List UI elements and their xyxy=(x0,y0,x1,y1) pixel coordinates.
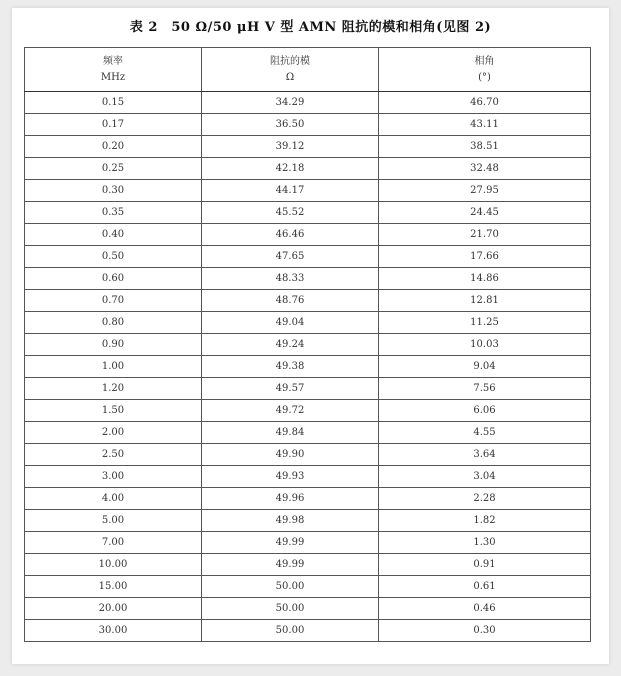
cell-phase: 43.11 xyxy=(379,114,591,136)
header-frequency-name: 频率 xyxy=(103,55,123,67)
cell-impedance: 49.99 xyxy=(202,554,379,576)
cell-phase: 10.03 xyxy=(379,334,591,356)
header-impedance-magnitude xyxy=(202,48,379,92)
table-header-row xyxy=(25,48,591,92)
cell-phase: 0.91 xyxy=(379,554,591,576)
cell-frequency: 4.00 xyxy=(25,488,202,510)
table-row xyxy=(25,202,591,224)
cell-phase: 32.48 xyxy=(379,158,591,180)
impedance-table xyxy=(24,47,591,642)
cell-frequency: 15.00 xyxy=(25,576,202,598)
cell-impedance: 49.90 xyxy=(202,444,379,466)
cell-impedance: 49.24 xyxy=(202,334,379,356)
table-row xyxy=(25,114,591,136)
cell-frequency: 3.00 xyxy=(25,466,202,488)
table-row xyxy=(25,422,591,444)
cell-frequency: 0.90 xyxy=(25,334,202,356)
table-row xyxy=(25,532,591,554)
table-body xyxy=(25,92,591,642)
cell-impedance: 36.50 xyxy=(202,114,379,136)
cell-frequency: 30.00 xyxy=(25,620,202,642)
cell-frequency: 2.50 xyxy=(25,444,202,466)
cell-frequency: 0.20 xyxy=(25,136,202,158)
document-page xyxy=(12,8,609,664)
cell-impedance: 48.33 xyxy=(202,268,379,290)
cell-impedance: 49.98 xyxy=(202,510,379,532)
table-row xyxy=(25,378,591,400)
table-title: 表 2 50 Ω/50 μH V 型 AMN 阻抗的模和相角(见图 2) xyxy=(129,20,492,35)
table-row xyxy=(25,158,591,180)
cell-impedance: 49.99 xyxy=(202,532,379,554)
cell-impedance: 50.00 xyxy=(202,620,379,642)
table-row xyxy=(25,576,591,598)
table-row xyxy=(25,554,591,576)
header-frequency-unit: MHz xyxy=(100,71,126,83)
cell-impedance: 34.29 xyxy=(202,92,379,114)
table-row xyxy=(25,268,591,290)
table-row xyxy=(25,598,591,620)
table-row xyxy=(25,312,591,334)
cell-frequency: 1.50 xyxy=(25,400,202,422)
cell-impedance: 45.52 xyxy=(202,202,379,224)
cell-frequency: 0.70 xyxy=(25,290,202,312)
cell-phase: 6.06 xyxy=(379,400,591,422)
cell-impedance: 49.72 xyxy=(202,400,379,422)
cell-impedance: 49.38 xyxy=(202,356,379,378)
cell-frequency: 0.50 xyxy=(25,246,202,268)
header-phase-unit: (°) xyxy=(478,71,491,83)
cell-frequency: 7.00 xyxy=(25,532,202,554)
table-row xyxy=(25,444,591,466)
table-row xyxy=(25,510,591,532)
cell-frequency: 0.60 xyxy=(25,268,202,290)
header-frequency xyxy=(25,48,202,92)
table-row xyxy=(25,290,591,312)
cell-phase: 17.66 xyxy=(379,246,591,268)
cell-frequency: 20.00 xyxy=(25,598,202,620)
cell-impedance: 44.17 xyxy=(202,180,379,202)
table-row xyxy=(25,224,591,246)
cell-frequency: 0.80 xyxy=(25,312,202,334)
cell-impedance: 42.18 xyxy=(202,158,379,180)
cell-phase: 0.46 xyxy=(379,598,591,620)
table-row xyxy=(25,180,591,202)
cell-impedance: 46.46 xyxy=(202,224,379,246)
table-row xyxy=(25,400,591,422)
cell-impedance: 49.93 xyxy=(202,466,379,488)
cell-impedance: 49.57 xyxy=(202,378,379,400)
table-row xyxy=(25,488,591,510)
cell-impedance: 50.00 xyxy=(202,598,379,620)
cell-frequency: 10.00 xyxy=(25,554,202,576)
cell-phase: 14.86 xyxy=(379,268,591,290)
cell-frequency: 0.35 xyxy=(25,202,202,224)
cell-impedance: 49.04 xyxy=(202,312,379,334)
table-row xyxy=(25,356,591,378)
cell-phase: 1.82 xyxy=(379,510,591,532)
table-row xyxy=(25,620,591,642)
table-row xyxy=(25,466,591,488)
table-row xyxy=(25,334,591,356)
cell-phase: 7.56 xyxy=(379,378,591,400)
cell-phase: 21.70 xyxy=(379,224,591,246)
table-row xyxy=(25,92,591,114)
cell-frequency: 0.40 xyxy=(25,224,202,246)
cell-frequency: 0.15 xyxy=(25,92,202,114)
cell-phase: 11.25 xyxy=(379,312,591,334)
cell-impedance: 50.00 xyxy=(202,576,379,598)
header-phase-name: 相角 xyxy=(474,55,495,67)
header-phase-angle xyxy=(379,48,591,92)
cell-phase: 46.70 xyxy=(379,92,591,114)
cell-impedance: 47.65 xyxy=(202,246,379,268)
cell-frequency: 1.20 xyxy=(25,378,202,400)
header-impedance-unit: Ω xyxy=(285,71,295,83)
cell-phase: 0.30 xyxy=(379,620,591,642)
cell-frequency: 0.17 xyxy=(25,114,202,136)
cell-phase: 0.61 xyxy=(379,576,591,598)
cell-phase: 2.28 xyxy=(379,488,591,510)
cell-phase: 38.51 xyxy=(379,136,591,158)
cell-phase: 4.55 xyxy=(379,422,591,444)
cell-phase: 3.64 xyxy=(379,444,591,466)
table-row xyxy=(25,246,591,268)
cell-frequency: 5.00 xyxy=(25,510,202,532)
cell-impedance: 49.96 xyxy=(202,488,379,510)
cell-frequency: 0.30 xyxy=(25,180,202,202)
cell-phase: 27.95 xyxy=(379,180,591,202)
cell-impedance: 49.84 xyxy=(202,422,379,444)
cell-phase: 3.04 xyxy=(379,466,591,488)
cell-phase: 9.04 xyxy=(379,356,591,378)
cell-impedance: 48.76 xyxy=(202,290,379,312)
cell-frequency: 2.00 xyxy=(25,422,202,444)
cell-frequency: 1.00 xyxy=(25,356,202,378)
cell-phase: 24.45 xyxy=(379,202,591,224)
cell-phase: 1.30 xyxy=(379,532,591,554)
cell-phase: 12.81 xyxy=(379,290,591,312)
table-row xyxy=(25,136,591,158)
header-impedance-name: 阻抗的模 xyxy=(270,55,310,67)
cell-impedance: 39.12 xyxy=(202,136,379,158)
cell-frequency: 0.25 xyxy=(25,158,202,180)
